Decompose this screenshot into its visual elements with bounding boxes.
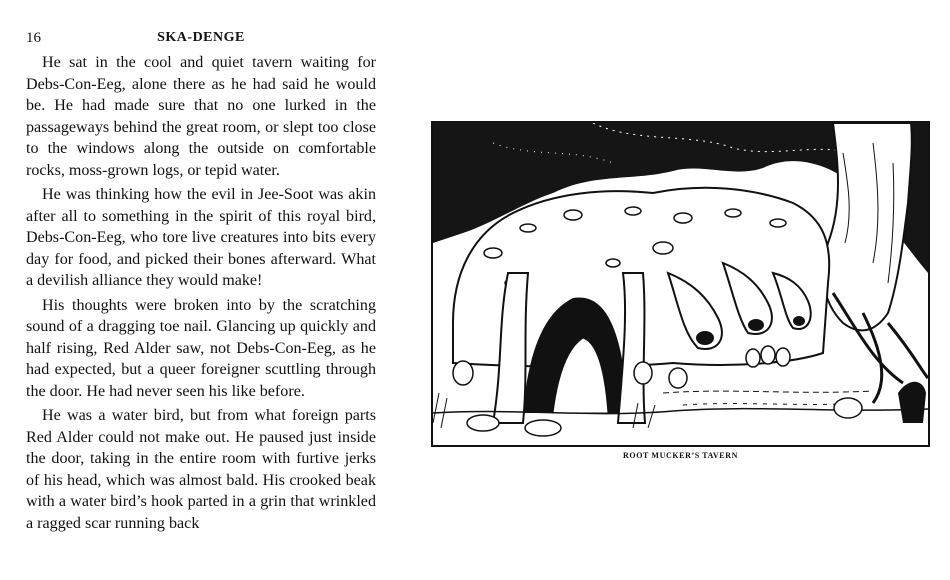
paragraph: He was thinking how the evil in Jee-Soot was akin after all to something in the spirit of this royal bird, Debs-Con-Eeg, who tore live creatures into bits every day for food, and picked their bones afterward. What a devilish alliance they would make! [26, 186, 376, 289]
running-title: SKA-DENGE [157, 30, 245, 45]
tavern-drawing [433, 123, 928, 445]
left-page [0, 0, 400, 580]
page-number: 16 [26, 30, 41, 46]
paragraph: He sat in the cool and quiet tavern waiting for Debs-Con-Eeg, alone there as he had said he would be. He had made sure that no one lurked in the passageways behind the great room, or slept too close to the windows along the outside on comfortable rocks, moss-grown logs, or tepid water. [26, 54, 376, 179]
running-head [26, 30, 376, 50]
paragraph: His thoughts were broken into by the scratching sound of a dragging toe nail. Glancing up quickly and half rising, Red Alder saw, not Debs-Con-Eeg, as he had expected, but a queer foreigner scuttling through the door. He had never seen his like before. [26, 296, 376, 400]
paragraph: He was a water bird, but from what foreign parts Red Alder could not make out. He paused just inside the door, taking in the entire room with furtive jerks of his head, which was almost bald. His crooked beak with a water bird’s hook parted in a grin that wrinkled a ragged scar running back [26, 407, 376, 532]
figure-caption: ROOT MUCKER’S TAVERN [623, 451, 738, 460]
body-text [26, 52, 376, 537]
tavern-illustration [431, 121, 930, 447]
